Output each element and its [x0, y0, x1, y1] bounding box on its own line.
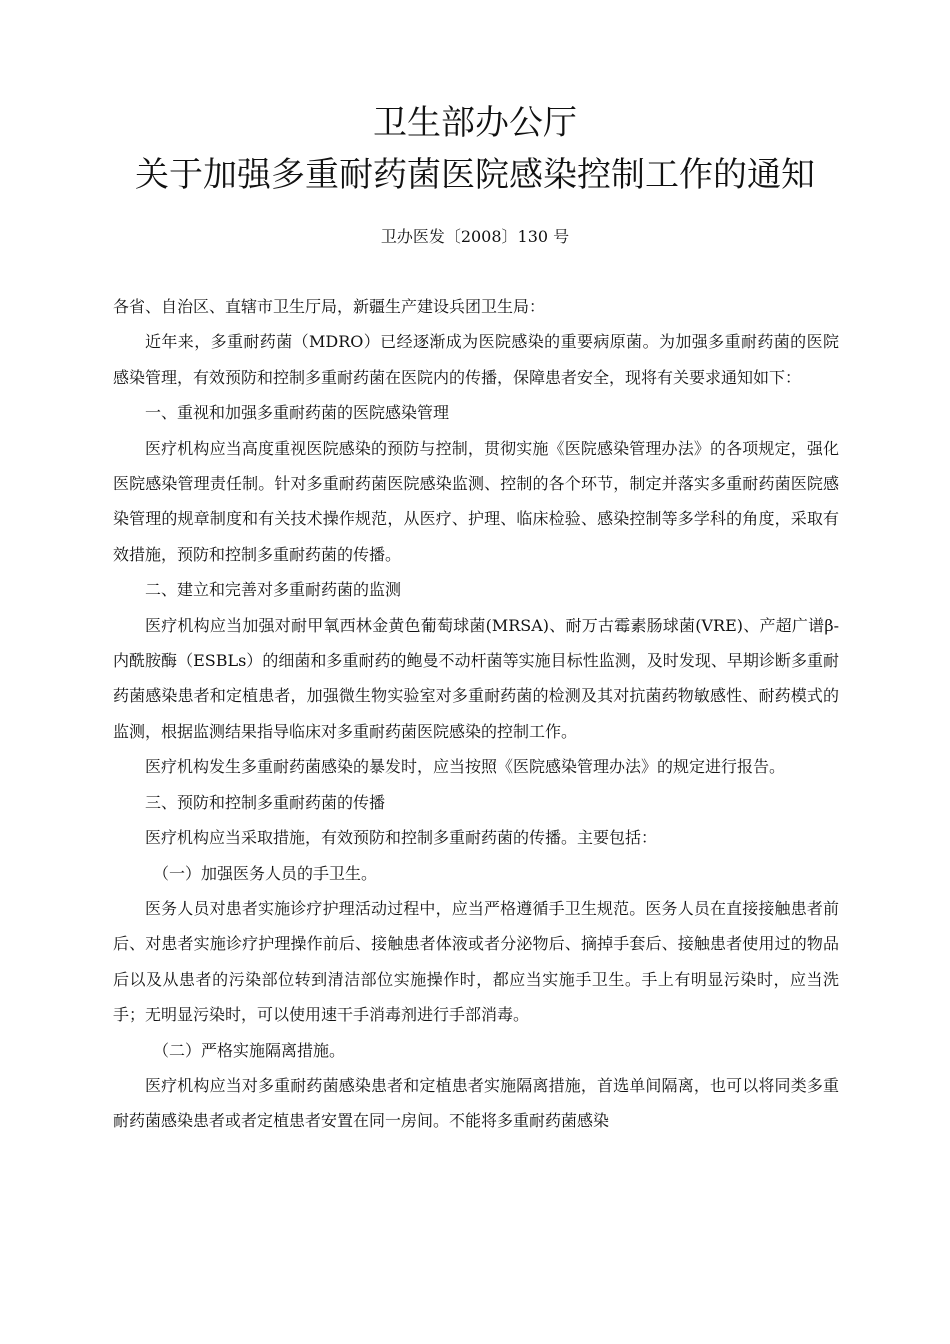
document-body [113, 289, 839, 1139]
document-title-line2: 关于加强多重耐药菌医院感染控制工作的通知 [135, 155, 815, 195]
section-heading-2: 二、建立和完善对多重耐药菌的监测 [145, 580, 402, 600]
subsection-heading-2: （二）严格实施隔离措施。 [153, 1040, 346, 1060]
subsection-1-paragraph: 医务人员对患者实施诊疗护理活动过程中，应当严格遵循手卫生规范。医务人员在直接接触患者前后、对患者实施诊疗护理操作前后、接触患者体液或者分泌物后、摘掉手套后、接触患者使用过的物品后以及从患者的污染部位转到清洁部位实施操作时，都应当实施手卫生。手上有明显污染时，应当洗手；无明显污染时，可以使用速干手消毒剂进行手部消毒。 [113, 898, 839, 1025]
document-number: 卫办医发〔2008〕130 号 [380, 227, 570, 246]
section-1-paragraph: 医疗机构应当高度重视医院感染的预防与控制，贯彻实施《医院感染管理办法》的各项规定，强化医院感染管理责任制。针对多重耐药菌医院感染监测、控制的各个环节，制定并落实多重耐药菌医院感染管理的规章制度和有关技术操作规范，从医疗、护理、临床检验、感染控制等多学科的角度，采取有效措施，预防和控制多重耐药菌的传播。 [113, 438, 839, 564]
section-heading-1: 一、重视和加强多重耐药菌的医院感染管理 [145, 403, 450, 423]
subsection-2-paragraph: 医疗机构应当对多重耐药菌感染患者和定植患者实施隔离措施，首选单间隔离，也可以将同类多重耐药菌感染患者或者定植患者安置在同一房间。不能将多重耐药菌感染 [113, 1075, 839, 1131]
document-title-line1: 卫生部办公厅 [373, 103, 577, 143]
section-2-paragraph-1: 医疗机构应当加强对耐甲氧西林金黄色葡萄球菌(MRSA)、耐万古霉素肠球菌(VRE)、产超广谱β-内酰胺酶（ESBLs）的细菌和多重耐药的鲍曼不动杆菌等实施目标性监测，及时发现、早期诊断多重耐药菌感染患者和定植患者，加强微生物实验室对多重耐药菌的检测及其对抗菌药物敏感性、耐药模式的监测，根据监测结果指导临床对多重耐药菌医院感染的控制工作。 [113, 615, 839, 741]
section-3-paragraph: 医疗机构应当采取措施，有效预防和控制多重耐药菌的传播。主要包括： [145, 828, 658, 848]
section-heading-3: 三、预防和控制多重耐药菌的传播 [145, 792, 386, 812]
section-2-paragraph-2: 医疗机构发生多重耐药菌感染的暴发时，应当按照《医院感染管理办法》的规定进行报告。 [145, 757, 786, 777]
subsection-heading-1: （一）加强医务人员的手卫生。 [153, 863, 378, 883]
intro-paragraph: 近年来，多重耐药菌（MDRO）已经逐渐成为医院感染的重要病原菌。为加强多重耐药菌的医院感染管理，有效预防和控制多重耐药菌在医院内的传播，保障患者安全，现将有关要求通知如下： [113, 332, 839, 387]
salutation: 各省、自治区、直辖市卫生厅局，新疆生产建设兵团卫生局： [113, 297, 546, 316]
